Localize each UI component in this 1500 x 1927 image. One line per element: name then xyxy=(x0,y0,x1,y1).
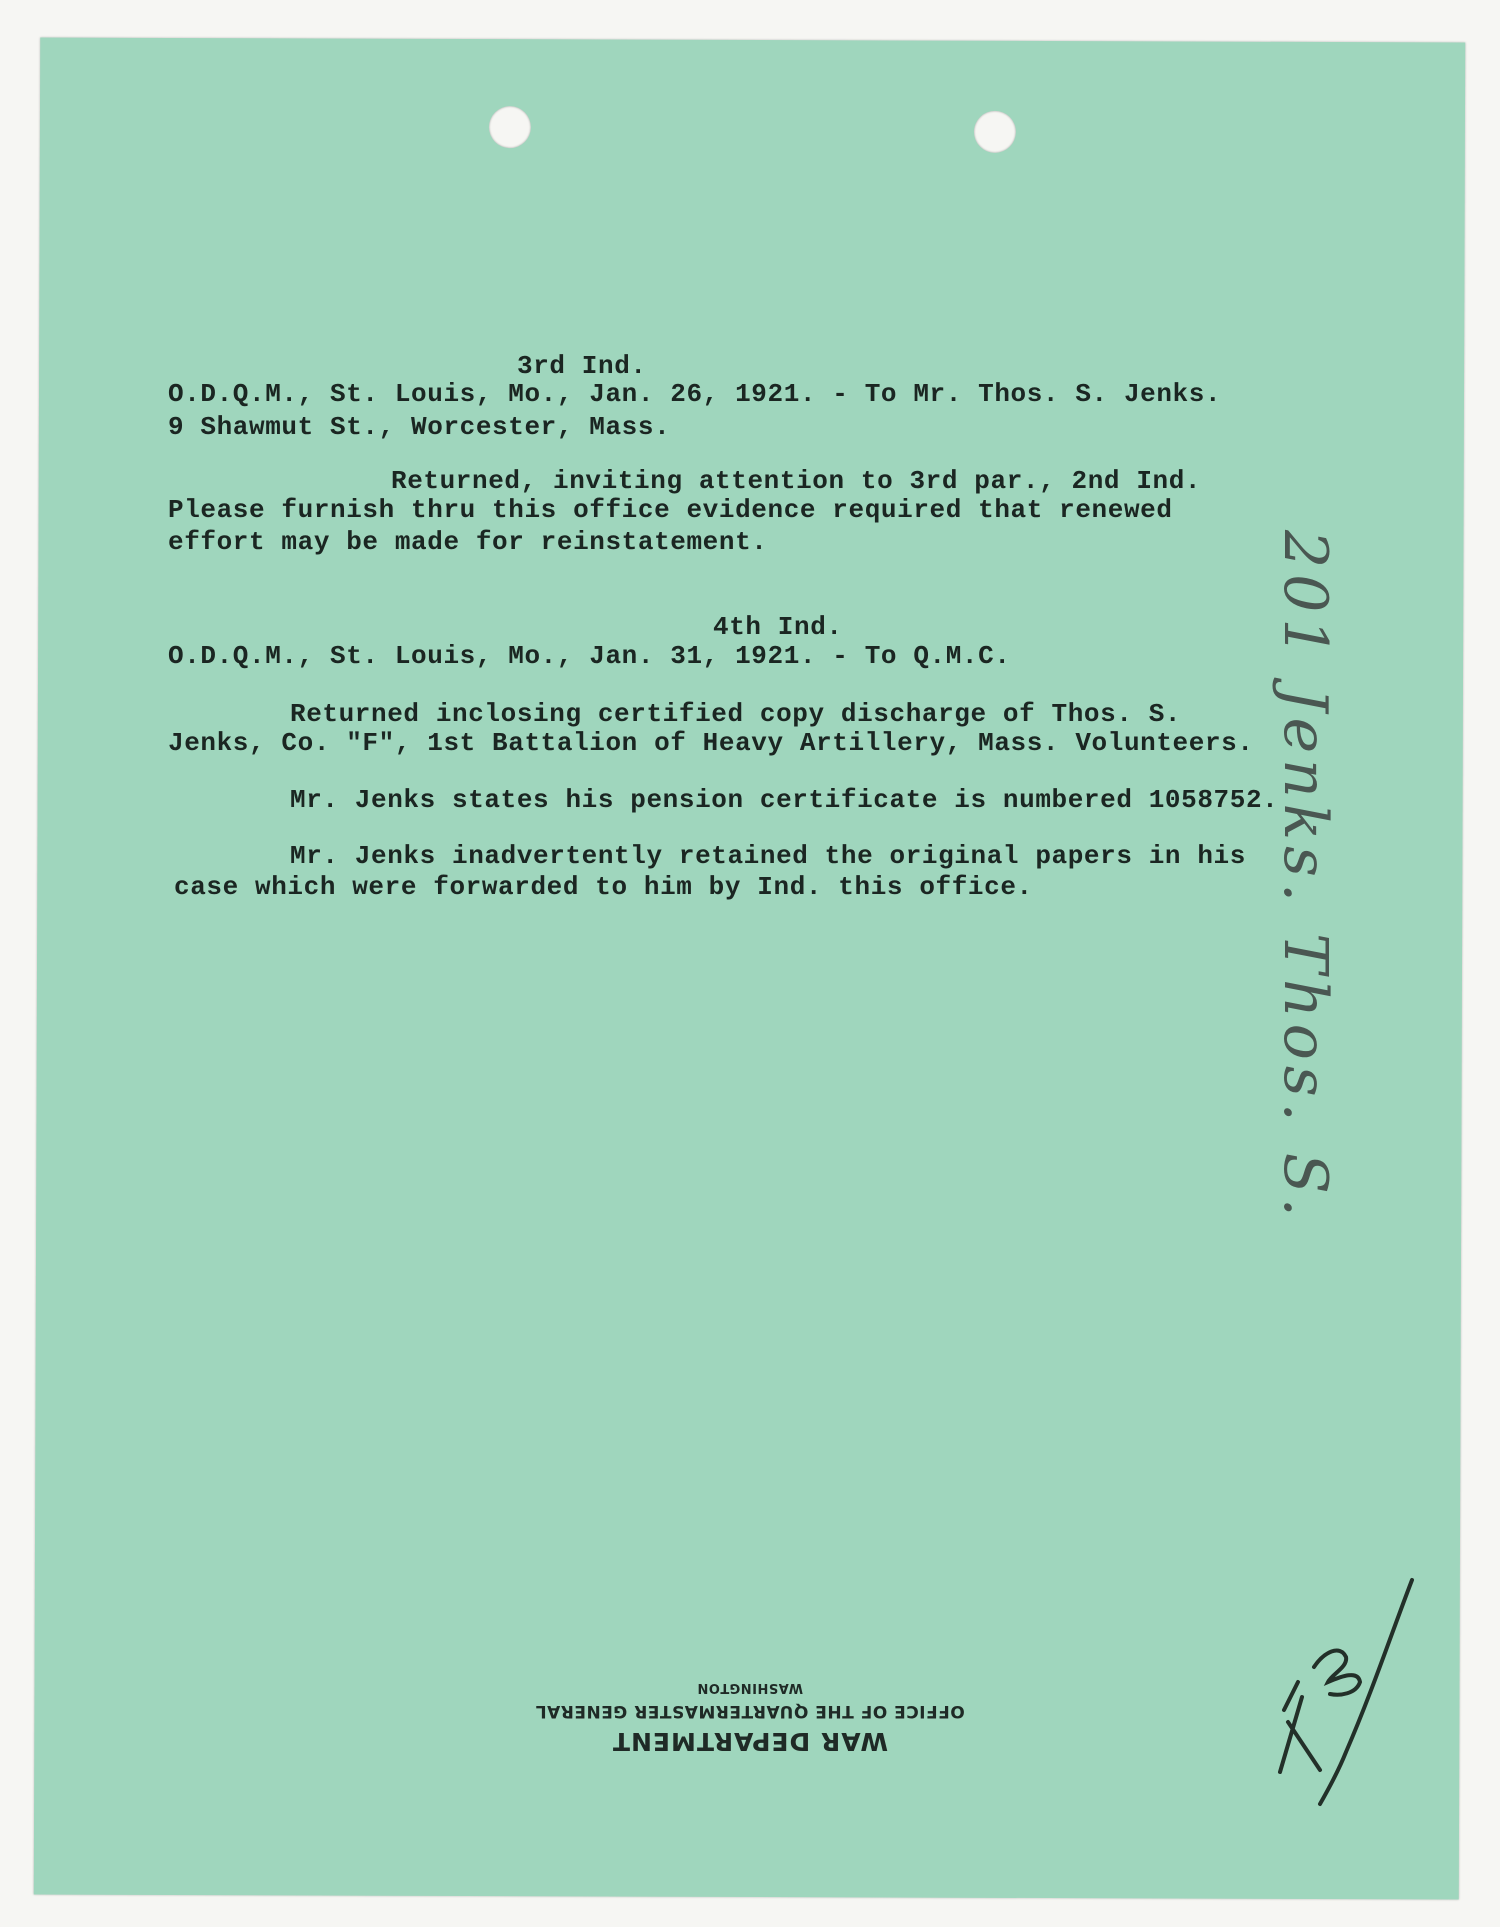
handwritten-file-note: 201 Jenks. Thos. S. xyxy=(1270,530,1340,1223)
handwritten-initials-mark xyxy=(1262,1572,1422,1812)
document-sheet xyxy=(34,38,1465,1900)
fourth-indorsement-para-3a: Mr. Jenks inadvertently retained the original papers in his xyxy=(290,841,1246,871)
fourth-indorsement-para-1b: Jenks, Co. "F", 1st Battalion of Heavy Artillery, Mass. Volunteers. xyxy=(168,728,1254,758)
fourth-indorsement-para-3b: case which were forwarded to him by Ind. this office. xyxy=(174,872,1033,902)
third-indorsement-line-2: 9 Shawmut St., Worcester, Mass. xyxy=(168,412,671,442)
letterhead xyxy=(470,1680,1030,1756)
third-indorsement-body-3: effort may be made for reinstatement. xyxy=(168,527,768,557)
fourth-indorsement-para-1a: Returned inclosing certified copy discharge of Thos. S. xyxy=(290,699,1182,729)
fourth-indorsement-line-1: O.D.Q.M., St. Louis, Mo., Jan. 31, 1921. - To Q.M.C. xyxy=(168,641,1011,671)
letterhead-title: WAR DEPARTMENT xyxy=(611,1727,889,1756)
third-indorsement-body-2: Please furnish thru this office evidence required that renewed xyxy=(168,495,1173,525)
punch-hole-right xyxy=(974,111,1016,153)
third-indorsement-line-1: O.D.Q.M., St. Louis, Mo., Jan. 26, 1921. - To Mr. Thos. S. Jenks. xyxy=(168,379,1222,409)
letterhead-subtitle: OFFICE OF THE QUARTERMASTER GENERAL xyxy=(535,1701,965,1721)
third-indorsement-heading: 3rd Ind. xyxy=(517,351,647,381)
letterhead-city: WASHINGTON xyxy=(696,1680,804,1695)
fourth-indorsement-heading: 4th Ind. xyxy=(713,612,843,642)
punch-hole-left xyxy=(489,106,531,148)
fourth-indorsement-para-2: Mr. Jenks states his pension certificate is numbered 1058752. xyxy=(290,785,1279,815)
third-indorsement-body-1: Returned, inviting attention to 3rd par., 2nd Ind. xyxy=(391,466,1202,496)
